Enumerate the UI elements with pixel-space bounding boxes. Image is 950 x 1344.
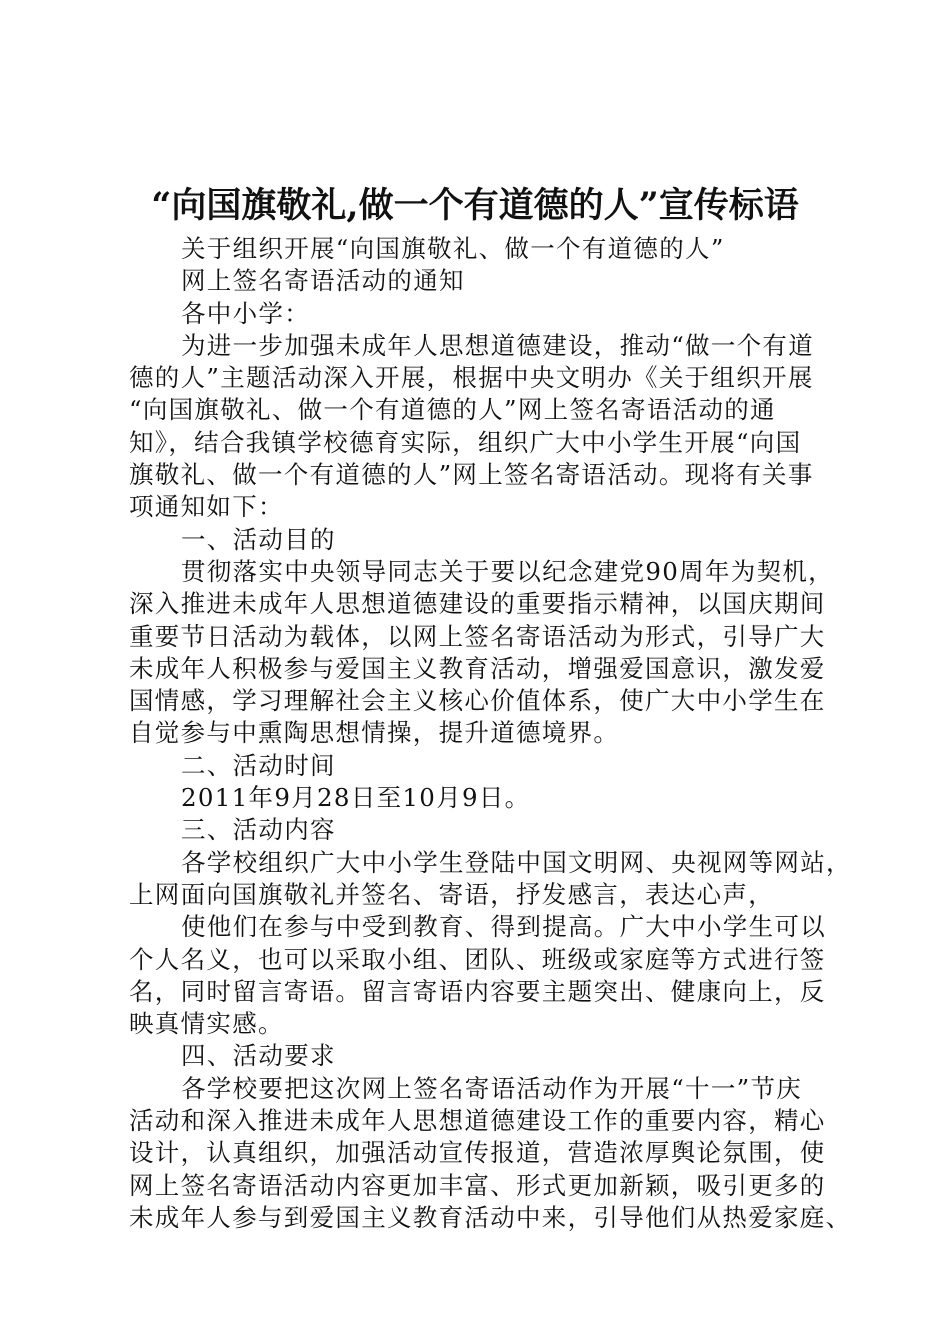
text-line: 深入推进未成年人思想道德建设的重要指示精神，以国庆期间 [129,589,826,619]
paragraph [129,814,834,846]
text-line: 德的人”主题活动深入开展，根据中央文明办《关于组织开展 [129,363,814,393]
text-line: 名，同时留言寄语。留言寄语内容要主题突出、健康向上，反 [129,976,826,1006]
paragraph [129,782,834,814]
text-line: 上网面向国旗敬礼并签名、寄语，抒发感言，表达心声， [129,879,774,909]
text-line: 各学校组织广大中小学生登陆中国文明网、央视网等网站， [181,847,852,877]
paragraph [129,524,834,556]
text-line: 各学校要把这次网上签名寄语活动作为开展“十一”节庆 [181,1073,803,1103]
text-line: 三、活动内容 [181,815,336,845]
text-line: 网上签名寄语活动的通知 [181,266,465,296]
text-line: “向国旗敬礼、做一个有道德的人”网上签名寄语活动的通 [129,395,776,425]
text-line: 自觉参与中熏陶思想情操，提升道德境界。 [129,718,620,748]
text-line: 个人名义，也可以采取小组、团队、班级或家庭等方式进行签 [129,944,826,974]
document-title: “向国旗敬礼,做一个有道德的人”宣传标语 [151,185,799,226]
text-line: 重要节日活动为载体，以网上签名寄语活动为形式，引导广大 [129,621,826,651]
text-line: 各中小学： [181,298,310,328]
text-line: 知》，结合我镇学校德育实际，组织广大中小学生开展“向国 [129,427,802,457]
text-line: 一、活动目的 [181,524,336,554]
paragraph [129,233,834,265]
paragraph [129,330,834,524]
paragraph [129,847,852,912]
text-line: 未成年人积极参与爱国主义教育活动，增强爱国意识，激发爱 [129,653,826,683]
paragraph [129,1040,834,1072]
text-line: 设计，认真组织，加强活动宣传报道，营造浓厚舆论氛围，使 [129,1138,826,1168]
paragraph [129,1073,852,1234]
paragraph [129,298,834,330]
text-line: 未成年人参与到爱国主义教育活动中来，引导他们从热爱家庭、 [129,1202,852,1232]
paragraph [129,911,834,1040]
text-line: 二、活动时间 [181,750,336,780]
text-line: 使他们在参与中受到教育、得到提高。广大中小学生可以 [181,912,826,942]
document-body [129,233,852,1234]
paragraph [129,556,834,750]
text-line: 旗敬礼、做一个有道德的人”网上签名寄语活动。现将有关事 [129,460,814,490]
text-line: 贯彻落实中央领导同志关于要以纪念建党90周年为契机， [181,556,834,586]
text-line: 映真情实感。 [129,1009,284,1039]
text-line: 国情感，学习理解社会主义核心价值体系，使广大中小学生在 [129,686,826,716]
text-line: 活动和深入推进未成年人思想道德建设工作的重要内容，精心 [129,1106,826,1136]
paragraph [129,750,834,782]
text-line: 关于组织开展“向国旗敬礼、做一个有道德的人” [181,234,725,263]
text-line: 四、活动要求 [181,1041,336,1071]
text-line: 2011年9月28日至10月9日。 [181,783,531,813]
text-line: 网上签名寄语活动内容更加丰富、形式更加新颖，吸引更多的 [129,1170,826,1200]
paragraph [129,265,834,297]
text-line: 项通知如下： [129,492,284,522]
text-line: 为进一步加强未成年人思想道德建设，推动“做一个有道 [181,330,815,360]
